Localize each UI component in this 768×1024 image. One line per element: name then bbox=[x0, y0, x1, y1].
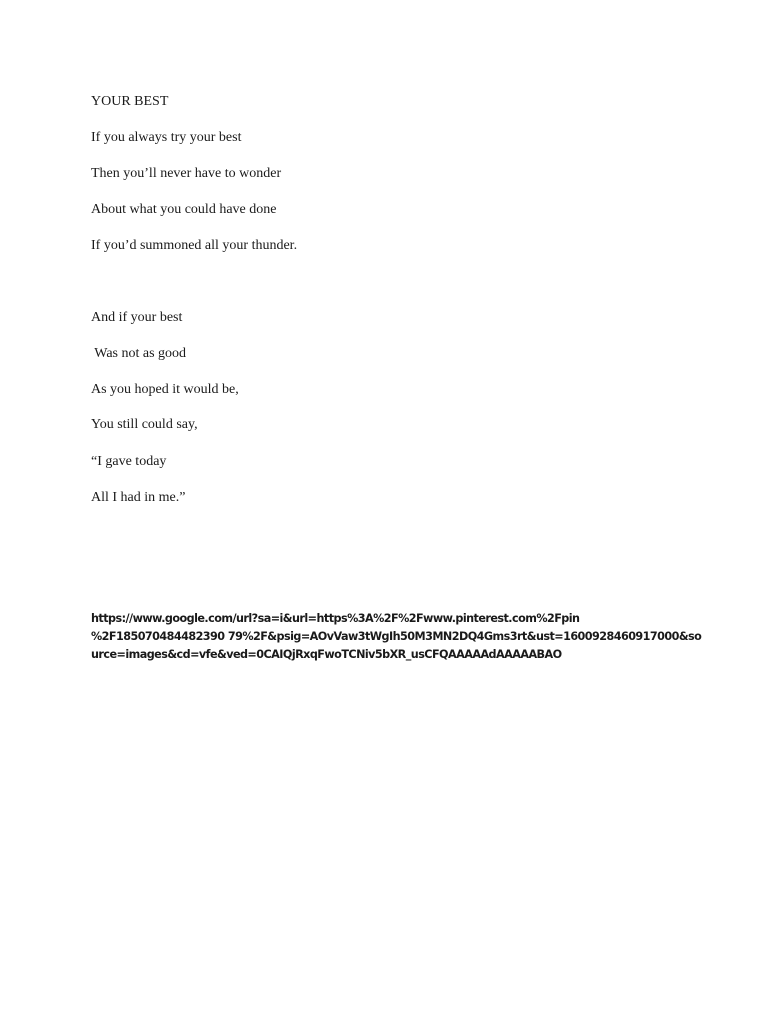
poem-line: If you always try your best bbox=[91, 130, 242, 145]
source-url-line: https://www.google.com/url?sa=i&url=https%3A%2F%2Fwww.pinterest.com%2Fpin bbox=[91, 612, 580, 625]
source-url bbox=[91, 610, 702, 664]
source-url-line: %2F185070484482390 79%2F&psig=AOvVaw3tWgIh50M3MN2DQ4Gms3rt&ust=1600928460917000&so bbox=[91, 630, 702, 643]
poem-line: “I gave today bbox=[91, 454, 167, 469]
poem-line: Was not as good bbox=[91, 346, 187, 361]
poem-line: About what you could have done bbox=[91, 202, 277, 217]
poem-line: And if your best bbox=[91, 310, 183, 325]
poem-line: As you hoped it would be, bbox=[91, 382, 239, 397]
source-url-line: urce=images&cd=vfe&ved=0CAIQjRxqFwoTCNiv5bXR_usCFQAAAAAdAAAAABAO bbox=[91, 648, 562, 661]
poem-title: YOUR BEST bbox=[91, 94, 169, 109]
poem-line: If you’d summoned all your thunder. bbox=[91, 238, 298, 253]
poem-line: Then you’ll never have to wonder bbox=[91, 166, 282, 181]
poem-line: You still could say, bbox=[91, 417, 198, 432]
poem-line: All I had in me.” bbox=[91, 490, 186, 505]
